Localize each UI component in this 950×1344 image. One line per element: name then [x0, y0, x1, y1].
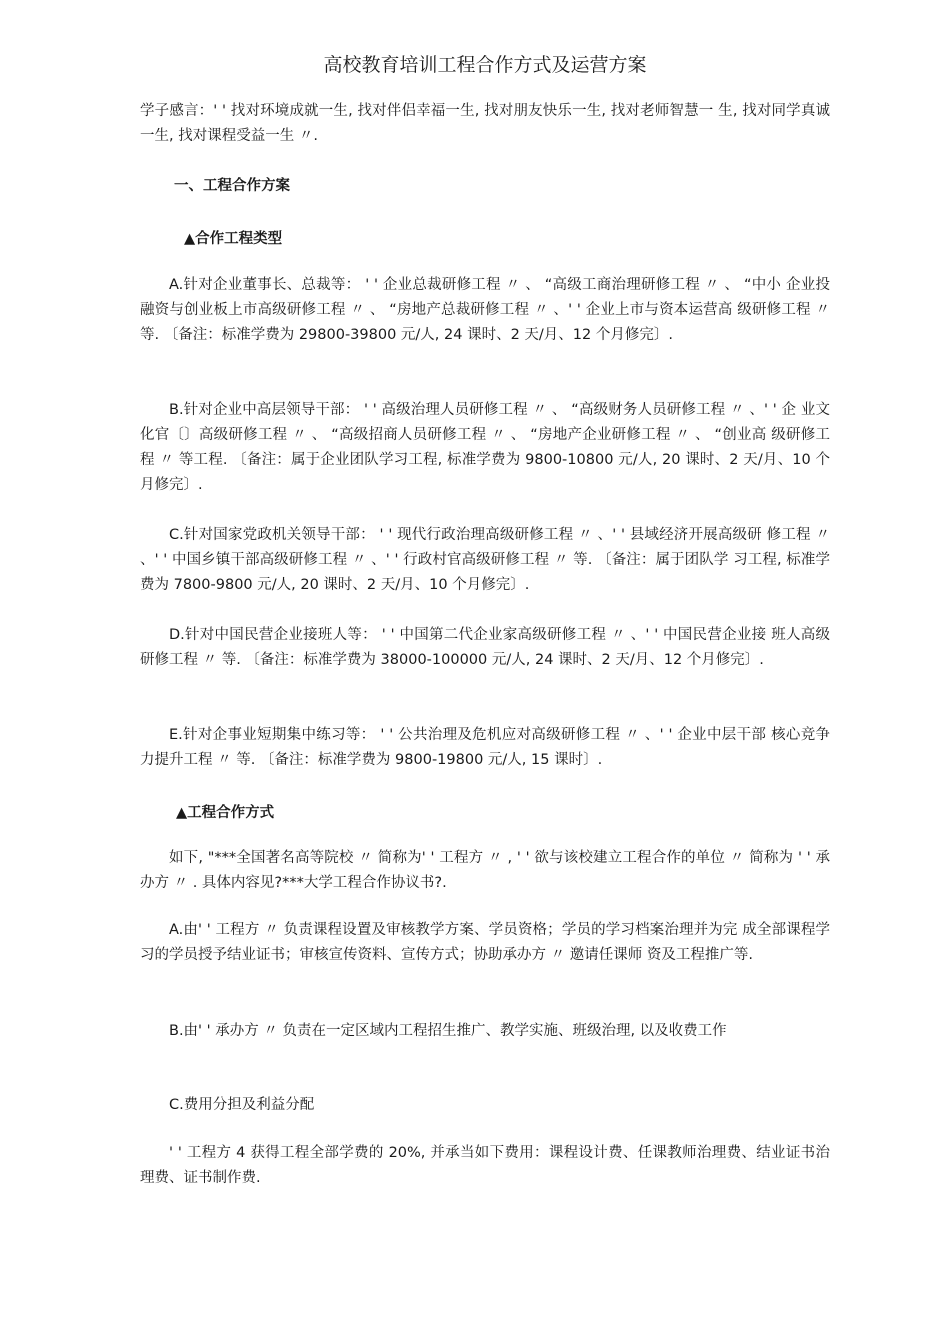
subheading-cooperation-method: ▲工程合作方式 — [176, 805, 275, 821]
document-title: 高校教育培训工程合作方式及运营方案 — [323, 54, 647, 76]
paragraph-item-b: B.针对企业中高层领导干部： ' ' 高级治理人员研修工程 〃 、 “高级财务人员研修工程 〃 、' ' 企 业文化官〔〕高级研修工程 〃 、 “高级招商人员研修工程 〃 、 “房地产企业研修工程 〃 、 “创业高 级研修工程 〃 等工程. 〔备注：属于企业团队学习工程, 标准学费为 9800-10800 元/人, 20 课时、2 天/月、10 个月修完〕. — [140, 402, 830, 493]
paragraph-item-c: C.针对国家党政机关领导干部： ' ' 现代行政治理高级研修工程 〃 、' ' 县域经济开展高级研 修工程 〃 、' ' 中国乡镇干部高级研修工程 〃 、' ' 行政村官高级研修工程 〃 等. 〔备注：属于团队学 习工程, 标准学费为 7800-9800 元/人, 20 课时、2 天/月、10 个月修完〕. — [140, 527, 830, 593]
paragraph-coop-c-text: ' ' 工程方 4 获得工程全部学费的 20%, 并承当如下费用：课程设计费、任课教师治理费、结业证书治理费、证书制作费. — [140, 1145, 830, 1186]
paragraph-item-a: A.针对企业董事长、总裁等： ' ' 企业总裁研修工程 〃 、 “高级工商治理研修工程 〃 、 “中小 企业投融资与创业板上市高级研修工程 〃 、 “房地产总裁研修工程 〃 、' ' 企业上市与资本运营高 级研修工程 〃 等. 〔备注：标准学费为 29800-39800 元/人, 24 课时、2 天/月、12 个月修完〕. — [140, 277, 830, 343]
paragraph-item-d: D.针对中国民营企业接班人等： ' ' 中国第二代企业家高级研修工程 〃 、' ' 中国民营企业接 班人高级研修工程 〃 等. 〔备注：标准学费为 38000-100000 元/人, 24 课时、2 天/月、12 个月修完〕. — [140, 627, 830, 668]
intro-paragraph: 学子感言：' ' 找对环境成就一生, 找对伴侣幸福一生, 找对朋友快乐一生, 找对老师智慧一 生, 找对同学真诚一生, 找对课程受益一生 〃. — [140, 103, 830, 144]
section-heading-cooperation-plan: 一、工程合作方案 — [174, 178, 290, 194]
paragraph-coop-a: A.由' ' 工程方 〃 负责课程设置及审核教学方案、学员资格；学员的学习档案治理并为完 成全部课程学习的学员授予结业证书；审核宣传资料、宣传方式；协助承办方 〃 邀请任课师 资及工程推广等. — [140, 922, 830, 963]
paragraph-coop-b: B.由' ' 承办方 〃 负责在一定区域内工程招生推广、教学实施、班级治理, 以及收费工作 — [169, 1023, 727, 1039]
paragraph-cooperation-intro: 如下, "***全国著名高等院校 〃 简称为' ' 工程方 〃 , ' ' 欲与该校建立工程合作的单位 〃 简称为 ' ' 承办方 〃 . 具体内容见?***大学工程合作协议书?. — [140, 850, 830, 891]
subheading-project-types: ▲合作工程类型 — [184, 231, 283, 247]
paragraph-item-e: E.针对企事业短期集中练习等： ' ' 公共治理及危机应对高级研修工程 〃 、' ' 企业中层干部 核心竞争力提升工程 〃 等. 〔备注：标准学费为 9800-19800 元/人, 15 课时〕. — [140, 727, 830, 768]
paragraph-coop-c-heading: C.费用分担及利益分配 — [169, 1097, 315, 1113]
